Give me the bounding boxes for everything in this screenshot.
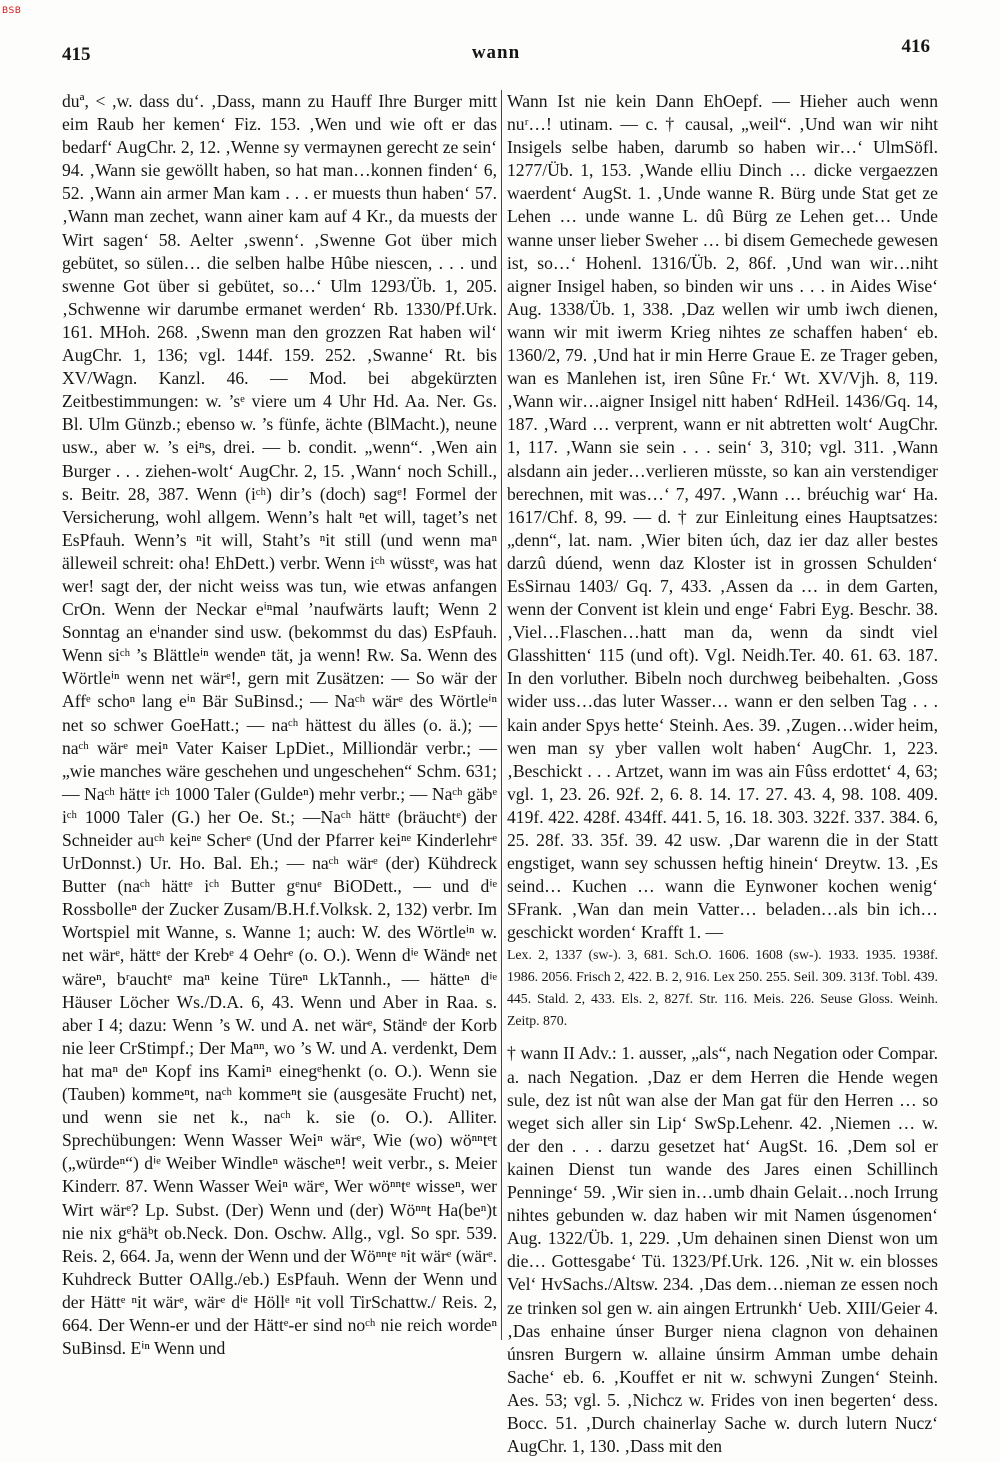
left-column-text: duª, < ,w. dass du‘. ‚Dass, mann zu Hauff Ihre Burger mitt eim Raub her kemen‘ Fiz. 153. ‚Wen und wie oft er das bedarf‘ AugChr. 2, 12. ‚Wenne sy vermaynen gerecht ze sein‘ 94. ‚Wann sie gewöllt haben, so hat man…konnen finden‘ 6, 52. ‚Wann ain armer Man kam . . . er muests thun haben‘ 57. ‚Wann man zechet, wann ainer kam auf 4 Kr., da muests der Wirt sagen‘ 58. Aelter ‚swenn‘. ‚Swenne Got über mich gebütet, so sülen… die selben halbe Hûbe niescen, . . . und swenne Got über si gebütet, so…‘ Ulm 1293/Üb. 1, 205. ‚Schwenne wir darumbe ermanet werden‘ Rb. 1330/Pf.Urk. 161. MHoh. 268. ‚Swenn man den grozzen Rat haben wil‘ AugChr. 1, 136; vgl. 144f. 159. 252. ‚Swanne‘ Rt. bis XV/Wagn. Kanzl. 46. — Mod. bei abgekürzten Zeitbestimmungen: w. ’sᵉ viere um 4 Uhr Hd. Aa. Ner. Gs. Bl. Ulm Günzb.; ebenso w. ’s fünfe, ächte (BlMacht.), neune usw., aber w. ’s eiⁿs, drei. — b. condit. „wenn“. ‚Wen ain Burger . . . ziehen-wolt‘ AugChr. 2, 15. ‚Wann‘ noch Schill., s. Beitr. 28, 387. Wenn (iᶜʰ) dir’s (doch) sagᵉ! Formel der Versicherung, wohl allgem. Wenn’s halt ⁿet will, taget’s net EsPfauh. Wenn’s ⁿit will, Staht’s ⁿit still (und wenn maⁿ älleweil schreit: oha! EhDett.) verbr. Wenn iᶜʰ wüsstᵉ, was hat wer! sagt der, der nicht weiss was tun, wie etwas anfangen CrOn. Wenn der Neckar eⁱⁿmal ’naufwärts lauft; Wenn 2 Sonntag an eⁱnander sind usw. (bekommst du das) EsPfauh. Wenn siᶜʰ ’s Blättleⁱⁿ wendeⁿ tät, ja wenn! Rw. Sa. Wenn des Wörtleⁱⁿ wenn net wärᵉ!, gern mit Zusätzen: — So wär der Affᵉ schoⁿ lang eⁱⁿ Bär SuBinsd.; — Naᶜʰ wärᵉ des Wörtleⁱⁿ net so schwer GoeHatt.; — naᶜʰ hättest du älles (o. ä.); — naᶜʰ wärᵉ meiⁿ Vater Kaiser LpDiet., Milliondär verbr.; — „wie manches wäre geschehen und ungeschehen“ Schm. 631; — Naᶜʰ hättᵉ iᶜʰ 1000 Taler (Guldeⁿ) mehr verbr.; — Naᶜʰ gäbᵉ iᶜʰ 1000 Taler (G.) her Oe. St.; —Naᶜʰ hättᵉ (bräuchtᵉ) der Schneider auᶜʰ keiⁿᵉ Scherᵉ (Und der Pfarrer keiⁿᵉ Kinderlehrᵉ UrDonnst.) Ur. Ho. Bal. Eh.; — naᶜʰ wärᵉ (der) Kühdreck Butter (naᶜʰ hättᵉ iᶜʰ Butter gᵉnuᵉ BiODett., — und dⁱᵉ Rossbolleⁿ der Zucker Zusam/B.H.f.Volksk. 2, 132) verbr. Im Wortspiel mit Wanne, s. Wanne 1; auch: W. des Wörtleⁱⁿ w. net wärᵉ, hättᵉ der Krebᵉ 4 Oehrᵉ (o. O.). Wenn dⁱᵉ Wändᵉ net wäreⁿ, bʳauchtᵉ maⁿ keine Türeⁿ LkTannh., — hätteⁿ dⁱᵉ Häuser Löcher Ws./D.A. 6, 43. Wenn und Aber in Raa. s. aber I 4; dazu: Wenn ’s W. und A. net wärᵉ, Ständᵉ der Korb nie leer CrStimpf.; Der Maⁿⁿ, wo ’s W. und A. verdenkt, Dem hat maⁿ deⁿ Kopf ins Kamiⁿ einegᵉhenkt (o. O.). Wenn sie (Tauben) kommeⁿt, naᶜʰ kommeⁿt sie (ausgesäte Frucht) net, und wenn sie net k., naᶜʰ k. sie (o. O.). Alliter. Sprechübungen: Wenn Wasser Weiⁿ wärᵉ, Wie (wo) wöⁿⁿtᵉt („würdeⁿ“) dⁱᵉ Weiber Windleⁿ wäscheⁿ! weit verbr., s. Meier Kinderr. 87. Wenn Wasser Weiⁿ wärᵉ, Wer wöⁿⁿtᵉ wisseⁿ, wer Wirt wärᵉ? Lp. Subst. (Der) Wenn und (der) Wöⁿⁿt Ha(beⁿ)t nie nix gᵉhäᵇt ob.Neck. Don. Oschw. Allg., vgl. So spr. 539. Reis. 2, 664. Ja, wenn der Wenn und der Wöⁿⁿtᵉ ⁿit wärᵉ (wärᵉ. Kuhdreck Butter OAllg./eb.) EsPfauh. Wenn der Wenn und der Hättᵉ ⁿit wärᵉ, wärᵉ dⁱᵉ Höllᵉ ⁿit voll TirSchattw./ Reis. 2, 664. Der Wenn-er und der Hättᵉ-er sind noᶜʰ nie reich wordeⁿ SuBinsd. Eⁱⁿ Wenn und: [62, 91, 497, 1359]
reference-list: Lex. 2, 1337 (sw-). 3, 681. Sch.O. 1606. 1608 (sw-). 1933. 1935. 1938f. 1986. 2056. Frisch 2, 422. B. 2, 916. Lex 250. 255. Seil. 309. 313f. Tobl. 439. 445. Stald. 2, 433. Els. 2, 827f. Str. 116. Meis. 226. Seuse Gloss. Weinh. Zeitp. 870.: [507, 947, 938, 1029]
right-column: [507, 90, 938, 1458]
dictionary-entry-wann-ii: † wann II Adv.: 1. ausser, „als“, nach Negation oder Compar. a. nach Negation. ‚Daz er dem Herren die Hende wegen sule, dez ist nût wan alse der Man gat für den Herren … so weget sich aller sin Lip‘ SwSp.Lehenr. 42. ‚Niemen … w. der den . . . darzu gesetzet hat‘ AugSt. 16. ‚Dem sol er kainen Dienst tun wande des Jares einen Schillinch Penninge‘ 59. ‚Wir sien in…umb dhain Gelait…noch Irrung nihtes gebunden w. daz haben wir mit Namen úsgenomen‘ Aug. 1322/Üb. 1, 229. ‚Um dehainen sinen Dienst won um die… Gottesgabe‘ Tü. 1323/Pf.Urk. 126. ‚Nit w. ein blosses Vel‘ HvSachs./Altsw. 234. ‚Das dem…nieman ze essen noch ze trinken sol gen w. ain aingen Ertrunkh‘ Ueb. XIII/Geier 4. ‚Das enhaine únser Burger niena clagnon von dehainen únsren Burgern w. allaine únsirm Amman umbe dehain Sache‘ eb. 6. ‚Kouffet er nit w. schwyni Zungen‘ Steinh. Aes. 53; vgl. 5. ‚Nichcz w. Frides von inen begerten‘ dess. Bocc. 51. ‚Durch chainerlay Sache w. durch lutern Nucz‘ AugChr. 1, 130. ‚Dass mit den: [507, 1043, 938, 1457]
page-number-right: 416: [901, 36, 930, 57]
right-column-text: Wann Ist nie kein Dann EhOepf. — Hieher auch wenn nuʳ…! utinam. — c. † causal, „weil“. ‚Und wan wir niht Insigels selbe haben, darumb so haben wir…‘ UlmSöfl. 1277/Üb. 1, 153. ‚Wande elliu Dinch … dicke vergaezzen waerdent‘ AugSt. 1. ‚Unde wanne R. Bürg unde Stat get ze Lehen … unde wanne L. dû Bürg ze Lehen get… Unde wanne unser lieber Sweher … bi disem Gemechede gewesen ist, so…‘ Hohenl. 1316/Üb. 2, 86f. ‚Und wan wir…niht aigner Insigel haben, so binden wir uns . . . in Aides Wise‘ Aug. 1338/Üb. 1, 338. ‚Daz wellen wir umb iwch dienen, wann wir mit iwerm Krieg nihtes ze schaffen haben‘ eb. 1360/2, 79. ‚Und hat ir min Herre Graue E. ze Trager geben, wan es Manlehen ist, iren Sûne Fr.‘ Wt. XV/Vjh. 8, 119. ‚Wann wir…aigner Insigel nitt haben‘ RdHeil. 1436/Gq. 14, 187. ‚Ward … verprent, wann er nit abtretten wolt‘ AugChr. 1, 117. ‚Wann sie sein . . . sein‘ 3, 310; vgl. 311. ‚Wann alsdann ain jeder…verlieren müsste, so kan ain verstendiger berechnen, mit was…‘ 7, 497. ‚Wann … bréuchig war‘ Ha. 1617/Chf. 8, 99. — d. † zur Einleitung eines Hauptsatzes: „denn“, lat. nam. ‚Wier biten úch, daz ier daz aller bestes darzû dúend, wenn daz Kloster ist in grossen Schulden‘ EsSirnau 1403/ Gq. 7, 433. ‚Assen da … in dem Garten, wenn der Convent ist klein und enge‘ Fabri Eyg. Beschr. 38. ‚Viel…Flaschen…hatt man da, wenn da sindt viel Glasshitten‘ 115 (und oft). Vgl. Neidh.Ter. 40. 61. 63. 187. In den vorluther. Bibeln noch durchweg beibehalten. ‚Goss wider uss…das luter Wasser… wann er den selben Tag . . . kain ander Spys hette‘ Steinh. Aes. 39. ‚Zugen…wider heim, wen man sy yber vallen wolt haben‘ AugChr. 1, 223. ‚Beschickt . . . Artzet, wann im was ain Fûss erdottet‘ 4, 63; vgl. 1, 23. 26. 92f. 2, 6. 8. 14. 17. 27. 43. 4, 98. 108. 409. 419f. 422. 428f. 434ff. 441. 5, 16. 18. 303. 322f. 337. 384. 6, 25. 28f. 33. 35f. 39. 42 usw. ‚Dar warenn die in der Statt engstiget, wann sey schussen heftig hinein‘ Dreytw. 13. ‚Es seind… Kuchen … wann die Eynwoner kochen wenig‘ SFrank. ‚Wan dan mein Vatter… beladen…als bin ich…geschickt worden‘ Krafft 1. —: [507, 91, 938, 943]
library-stamp: BSB: [2, 6, 22, 16]
page-number-left: 415: [62, 44, 91, 65]
left-column: [62, 90, 497, 1360]
page-header: [62, 38, 930, 72]
running-headword: wann: [471, 42, 521, 63]
column-divider: [501, 90, 502, 1340]
